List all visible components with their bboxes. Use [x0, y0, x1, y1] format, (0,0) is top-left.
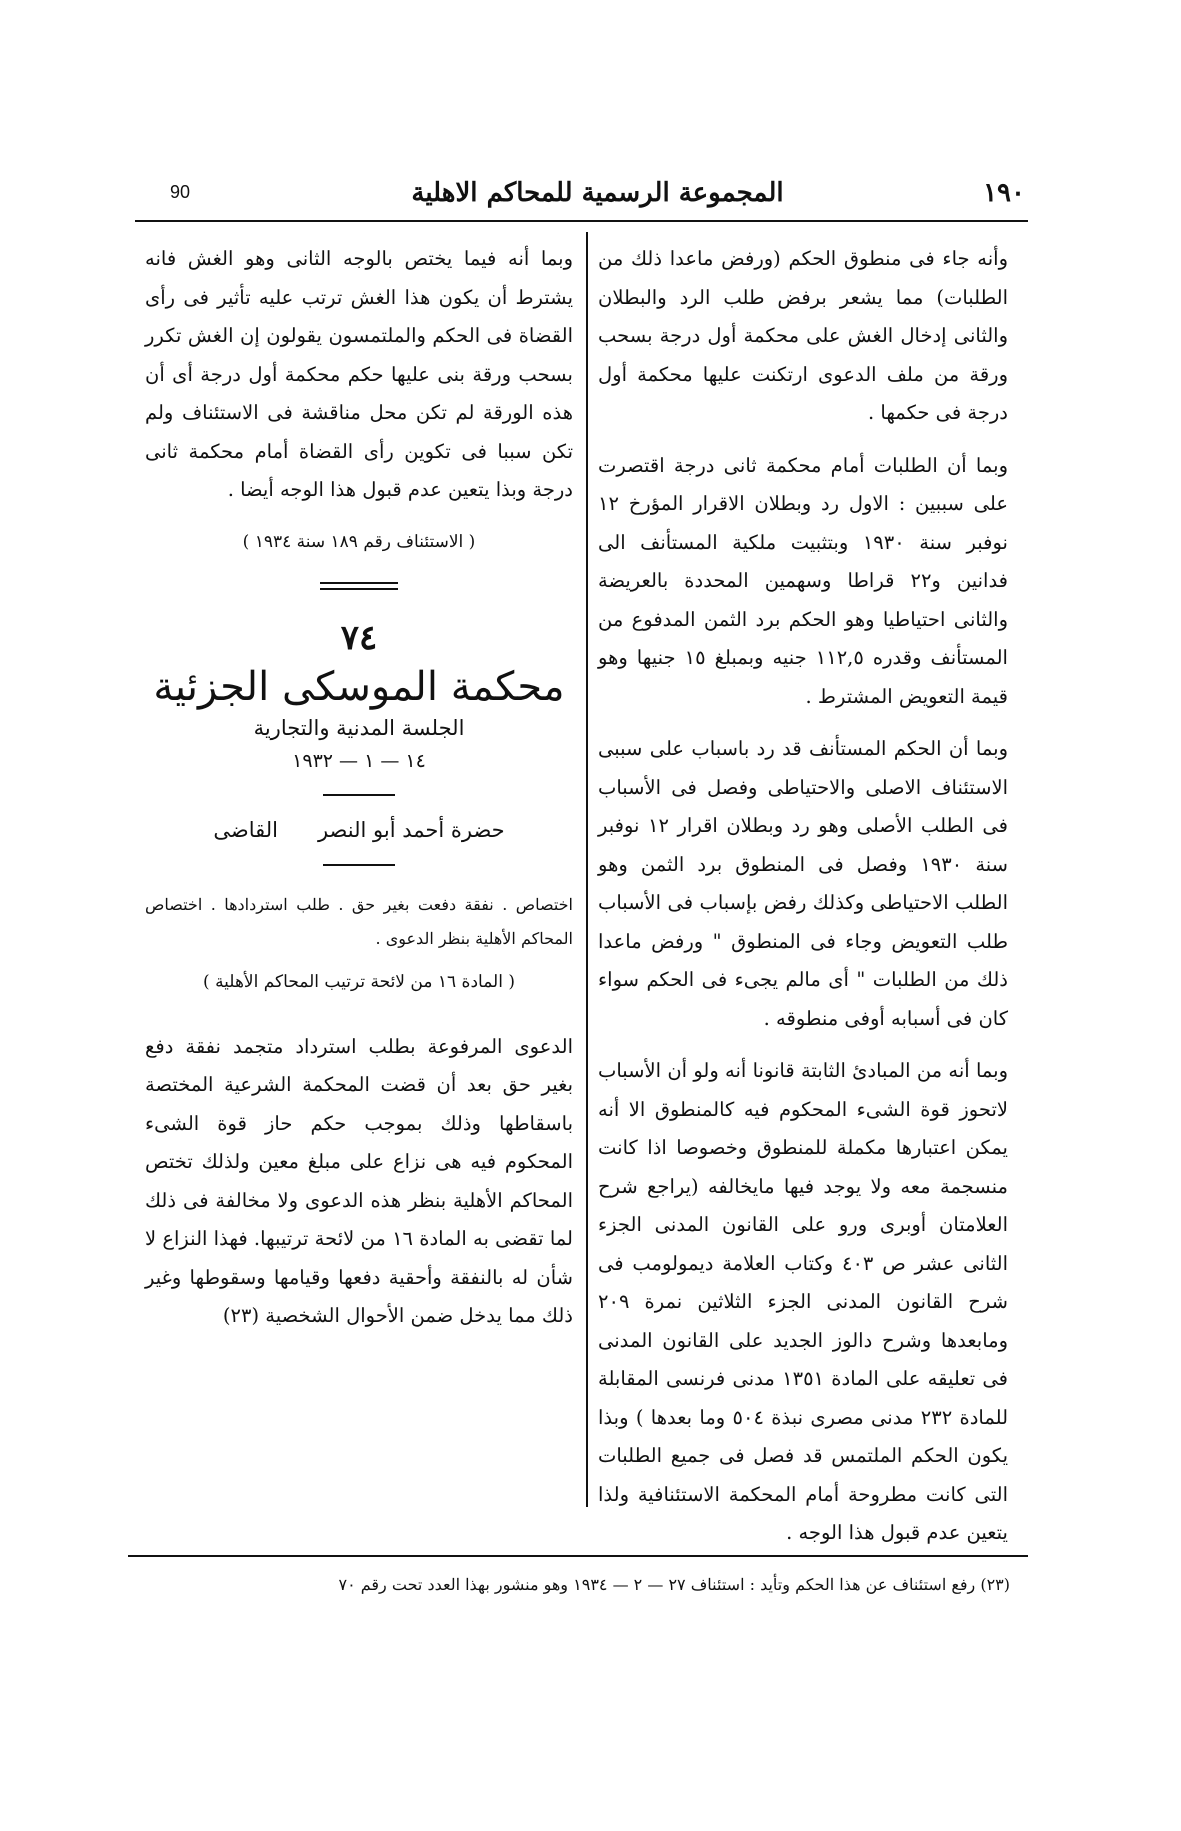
right-column	[598, 240, 1008, 1553]
paragraph: وبما أن الطلبات أمام محكمة ثانى درجة اقتصرت على سببين : الاول رد وبطلان الاقرار المؤرخ ١٢ نوفبر سنة ١٩٣٠ وبتثبيت ملكية المستأنف الى فدانين و٢٢ قراطا وسهمين المحددة بالعريضة والثانى احتياطيا وهو الحكم برد الثمن المدفوع من المستأنف وقدره ١١٢,٥ جنيه وبمبلغ ١٥ جنيها وهو قيمة التعويض المشترط .	[598, 453, 1009, 708]
judge-title: القاضى	[213, 817, 278, 842]
case-summary: اختصاص . نفقة دفعت بغير حق . طلب استردادها . اختصاص المحاكم الأهلية بنظر الدعوى .	[145, 894, 573, 948]
judge-name: حضرة أحمد أبو النصر	[317, 817, 505, 842]
divider-rule	[323, 864, 395, 866]
paragraph: وبما أنه فيما يختص بالوجه الثانى وهو الغش فانه يشترط أن يكون هذا الغش ترتب عليه تأثير فى رأى القضاة فى الحكم والملتمسون يقولون إن الغش تكرر بسحب ورقة بنى عليها حكم محكمة أول درجة أى أن هذه الورقة لم تكن محل مناقشة فى الاستئناف ولم تكن سببا فى تكوين رأى القضاة أمام محكمة ثانى درجة وبذا يتعين عدم قبول هذا الوجه أيضا .	[145, 247, 573, 501]
session-date: ١٤ — ١ — ١٩٣٢	[292, 749, 426, 772]
page-number-latin: 90	[170, 182, 191, 202]
footnote-rule	[128, 1555, 1028, 1557]
article-reference: ( المادة ١٦ من لائحة ترتيب المحاكم الأهلية )	[203, 971, 515, 992]
double-rule	[320, 582, 398, 590]
journal-title: المجموعة الرسمية للمحاكم الاهلية	[411, 178, 784, 208]
appeal-reference: ( الاستئناف رقم ١٨٩ سنة ١٩٣٤ )	[242, 531, 476, 552]
paragraph: وبما أنه من المبادئ الثابتة قانونا أنه ولو أن الأسباب لاتحوز قوة الشىء المحكوم فيه كالمنطوق الا أنه يمكن اعتبارها مكملة للمنطوق وخصوصا اذا كانت منسجمة معه ولا يوجد فيها مايخالفه (يراجع شرح العلامتان أوبرى ورو على القانون المدنى الجزء الثانى عشر ص ٤٠٣ وكتاب العلامة ديمولومب فى شرح القانون المدنى الجزء الثلاثين نمرة ٢٠٩ ومابعدها وشرح دالوز الجديد على القانون المدنى فى تعليقه على المادة ١٣٥١ مدنى فرنسى المقابلة للمادة ٢٣٢ مدنى مصرى نبذة ٥٠٤ وما بعدها ) وبذا يكون الحكم الملتمس قد فصل فى جميع الطلبات التى كانت مطروحة أمام المحكمة الاستئنافية ولذا يتعين عدم قبول هذا الوجه .	[598, 1059, 1009, 1544]
court-name: محكمة الموسكى الجزئية	[153, 663, 565, 710]
page-header	[170, 178, 1025, 214]
column-divider	[586, 232, 588, 1507]
paragraph: وبما أن الحكم المستأنف قد رد باسباب على سببى الاستئناف الاصلى والاحتياطى وفصل فى الأسباب فى الطلب الأصلى وهو رد وبطلان اقرار ١٢ نوفبر سنة ١٩٣٠ وفصل فى المنطوق برد الثمن وهو الطلب الاحتياطى وكذلك رفض بإسباب فى الأسباب طلب التعويض وجاء فى المنطوق " ورفض ماعدا ذلك من الطلبات " أى مالم يجىء فى الحكم سواء كان فى أسبابه أوفى منطوقه .	[598, 737, 1008, 1030]
paragraph: وأنه جاء فى منطوق الحكم (ورفض ماعدا ذلك من الطلبات) مما يشعر برفض طلب الرد والبطلان والثانى إدخال الغش على محكمة أول درجة بسحب ورقة من ملف الدعوى ارتكنت عليها محكمة أول درجة فى حكمها .	[598, 247, 1008, 424]
ruling-body: الدعوى المرفوعة بطلب استرداد متجمد نفقة دفع بغير حق بعد أن قضت المحكمة الشرعية المختصة باسقاطها وذلك بموجب حكم حاز قوة الشىء المحكوم فيه هى نزاع على مبلغ معين ولذلك تختص المحاكم الأهلية بنظر هذه الدعوى ولا مخالفة فى ذلك لما تقضى به المادة ١٦ من لائحة ترتيبها. فهذا النزاع لا شأن له بالنفقة وأحقية دفعها وقيامها وسقوطها وغير ذلك مما يدخل ضمن الأحوال الشخصية (٢٣)	[145, 1034, 573, 1327]
divider-rule	[323, 794, 395, 796]
case-number: ٧٤	[340, 617, 378, 658]
page-number-arabic: ١٩٠	[983, 178, 1025, 208]
footnote: (٢٣) رفع استئناف عن هذا الحكم وتأيد : استئناف ٢٧ — ٢ — ١٩٣٤ وهو منشور بهذا العدد تحت رقم ٧٠	[338, 1575, 1010, 1594]
header-rule	[135, 220, 1028, 222]
session-name: الجلسة المدنية والتجارية	[253, 715, 465, 740]
judge-line	[145, 818, 573, 842]
left-column	[145, 240, 573, 1336]
